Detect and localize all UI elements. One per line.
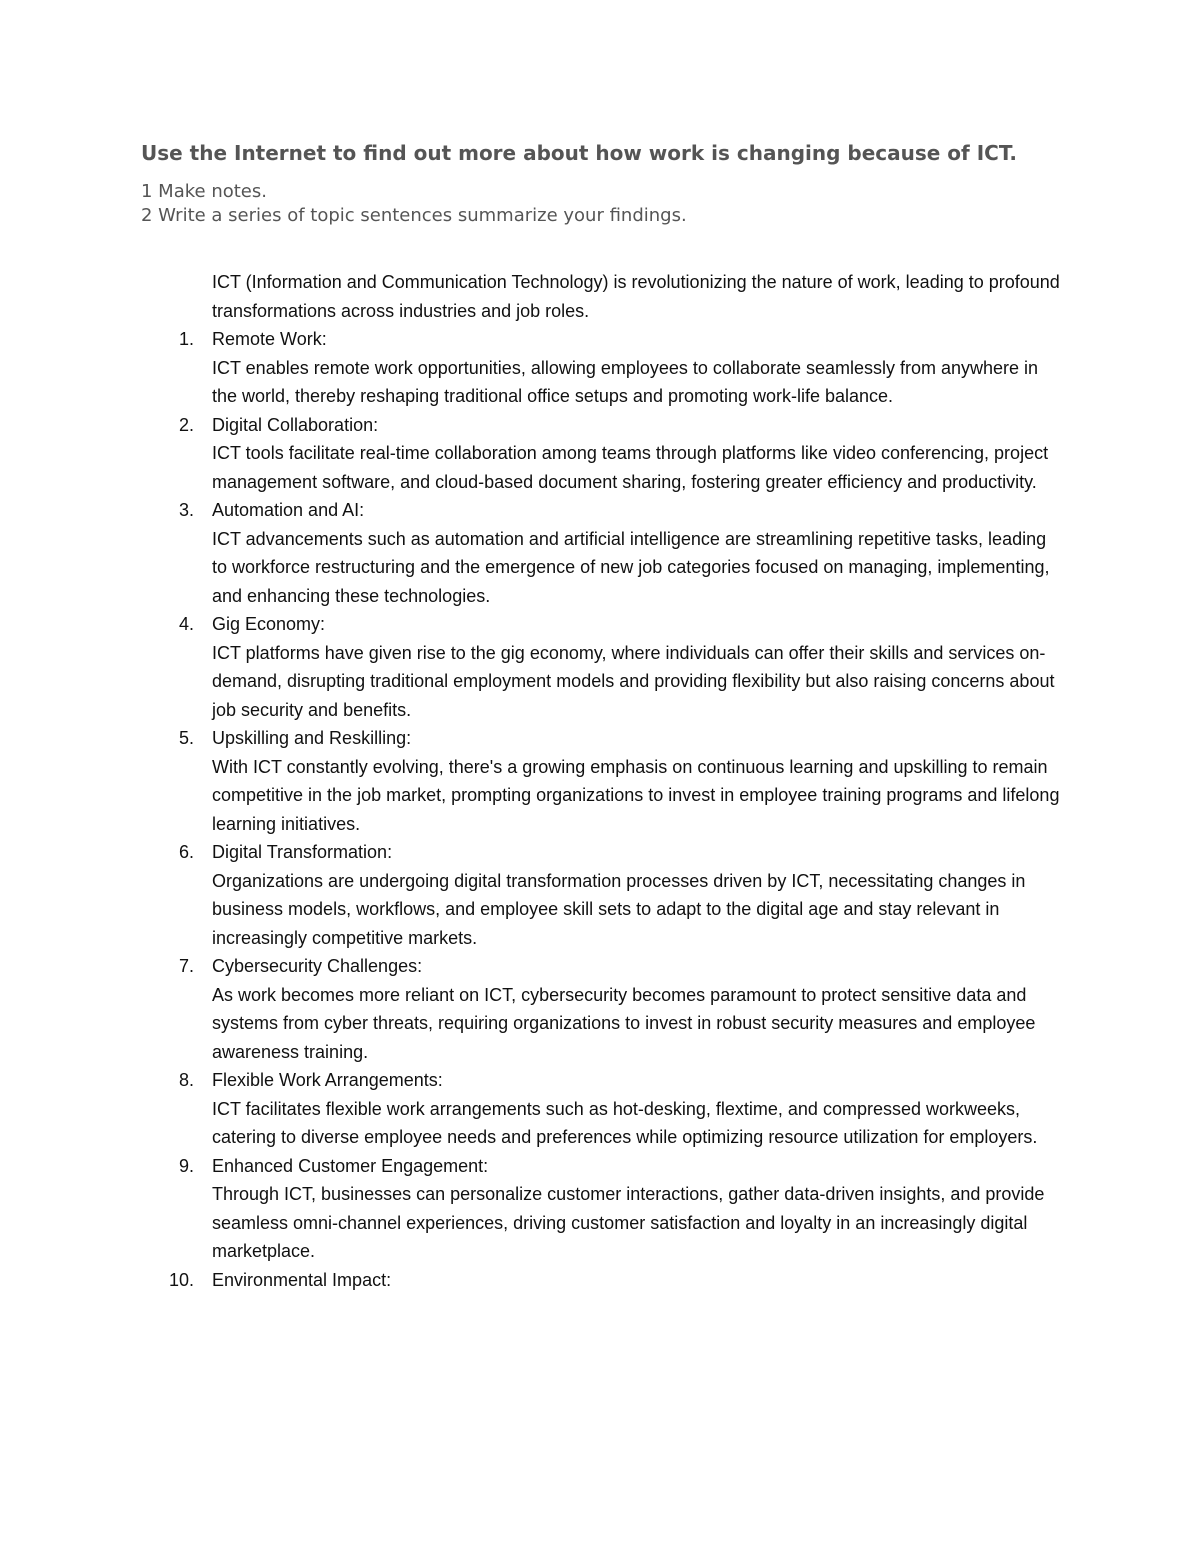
item-title: Remote Work: <box>212 329 327 349</box>
item-description: As work becomes more reliant on ICT, cybersecurity becomes paramount to protect sensitive data and systems from cyber threats, requiring organizations to invest in robust security measures and employee awareness training. <box>212 984 1036 1062</box>
item-body <box>212 325 1061 411</box>
item-title: Digital Transformation: <box>212 842 393 862</box>
item-description: With ICT constantly evolving, there's a growing emphasis on continuous learning and upskilling to remain competitive in the job market, prompting organizations to invest in employee training programs and lifelong learning initiatives. <box>212 756 1060 834</box>
list-item <box>141 1266 1061 1295</box>
item-number: 7. <box>178 956 194 976</box>
item-description: ICT platforms have given rise to the gig economy, where individuals can offer their skills and services on-demand, disrupting traditional employment models and providing flexibility but also raising concerns about job security and benefits. <box>212 642 1055 720</box>
list-item <box>141 1066 1061 1152</box>
list-item <box>141 838 1061 952</box>
item-title: Flexible Work Arrangements: <box>212 1070 443 1090</box>
intro-paragraph: ICT (Information and Communication Technology) is revolutionizing the nature of work, leading to profound transformations across industries and job roles. <box>212 272 1060 321</box>
assignment-header <box>141 140 1141 228</box>
item-title: Upskilling and Reskilling: <box>212 728 412 748</box>
item-body <box>212 724 1061 838</box>
item-body <box>212 1266 1061 1295</box>
item-number: 10. <box>168 1269 194 1290</box>
list-item <box>141 1152 1061 1266</box>
item-title: Enhanced Customer Engagement: <box>212 1155 489 1176</box>
item-body <box>212 1152 1061 1266</box>
item-title: Environmental Impact: <box>212 1269 392 1290</box>
item-title: Digital Collaboration: <box>212 414 379 435</box>
item-number: 3. <box>178 500 194 520</box>
instruction-line: 1 Make notes. <box>141 181 267 202</box>
item-body <box>212 838 1061 952</box>
list-item <box>141 952 1061 1066</box>
list-item <box>141 610 1061 724</box>
item-number: 2. <box>178 414 194 435</box>
item-number: 9. <box>178 1155 194 1176</box>
item-number: 1. <box>178 329 194 349</box>
item-body <box>212 496 1061 610</box>
assignment-heading: Use the Internet to find out more about how work is changing because of ICT. <box>141 141 1018 165</box>
findings-list <box>141 325 1061 1294</box>
item-title: Gig Economy: <box>212 614 326 634</box>
item-number: 5. <box>178 728 194 748</box>
item-body <box>212 610 1061 724</box>
item-number: 6. <box>178 842 194 862</box>
item-body <box>212 952 1061 1066</box>
item-body <box>212 1066 1061 1152</box>
item-description: ICT tools facilitate real-time collaboration among teams through platforms like video conferencing, project management software, and cloud-based document sharing, fostering greater efficiency and productivity. <box>212 443 1049 492</box>
answer-content <box>141 268 1061 1294</box>
item-description: ICT enables remote work opportunities, allowing employees to collaborate seamlessly from anywhere in the world, thereby reshaping traditional office setups and promoting work-life balance. <box>212 357 1039 406</box>
item-title: Automation and AI: <box>212 500 365 520</box>
item-description: ICT advancements such as automation and artificial intelligence are streamlining repetitive tasks, leading to workforce restructuring and the emergence of new job categories focused on managing, implementing, and enhancing these technologies. <box>212 528 1050 606</box>
item-description: Organizations are undergoing digital transformation processes driven by ICT, necessitating changes in business models, workflows, and employee skill sets to adapt to the digital age and stay relevant in increasingly competitive markets. <box>212 870 1026 948</box>
item-body <box>212 411 1061 497</box>
list-item <box>141 411 1061 497</box>
instruction-line: 2 Write a series of topic sentences summarize your findings. <box>141 205 687 226</box>
list-item <box>141 724 1061 838</box>
list-item <box>141 496 1061 610</box>
item-title: Cybersecurity Challenges: <box>212 956 423 976</box>
item-description: Through ICT, businesses can personalize customer interactions, gather data-driven insights, and provide seamless omni-channel experiences, driving customer satisfaction and loyalty in an increasingly digital marketplace. <box>212 1184 1045 1261</box>
list-item <box>141 325 1061 411</box>
item-number: 4. <box>178 614 194 634</box>
item-description: ICT facilitates flexible work arrangements such as hot-desking, flextime, and compressed workweeks, catering to diverse employee needs and preferences while optimizing resource utilization for employers. <box>212 1098 1038 1147</box>
item-number: 8. <box>178 1070 194 1090</box>
